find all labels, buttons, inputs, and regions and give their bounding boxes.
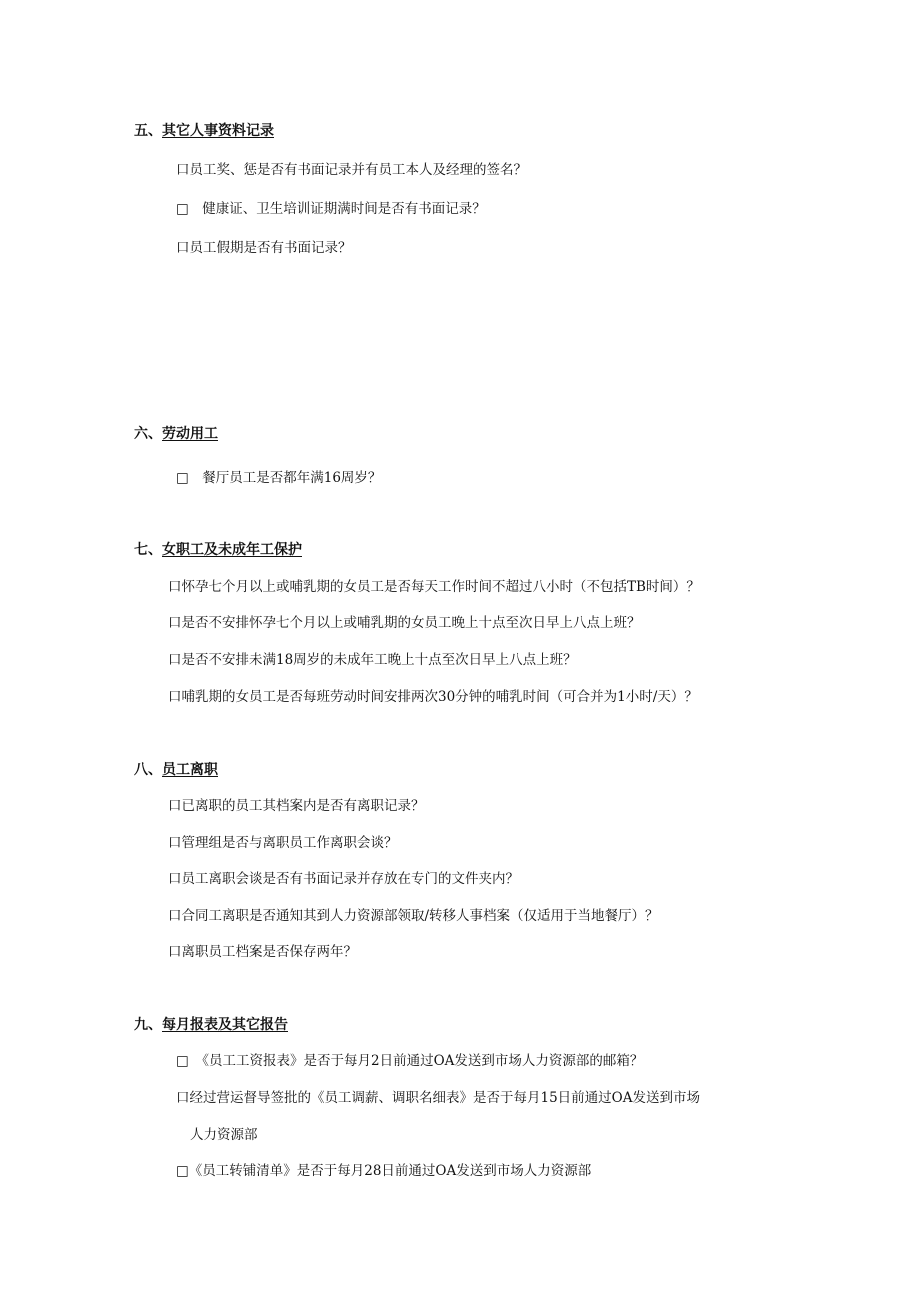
checklist-item: 口管理组是否与离职员工作离职会谈？ xyxy=(168,835,398,851)
checklist-item: 口员工离职会谈是否有书面记录并存放在专门的文件夹内？ xyxy=(168,871,519,887)
section-title: 女职工及未成年工保护 xyxy=(162,542,302,558)
checklist-item: 口合同工离职是否通知其到人力资源部领取/转移人事档案（仅适用于当地餐厅）？ xyxy=(168,908,659,924)
section-heading-7 xyxy=(134,541,302,559)
section-number: 九、 xyxy=(134,1017,162,1033)
checklist-item: 口经过营运督导签批的《员工调薪、调职名细表》是否于每月15日前通过OA发送到市场 xyxy=(176,1090,700,1106)
checklist-item-continuation: 人力资源部 xyxy=(190,1127,258,1143)
checklist-item: □ 餐厅员工是否都年满16周岁？ xyxy=(176,470,382,486)
checklist-item: □《员工转铺清单》是否于每月28日前通过OA发送到市场人力资源部 xyxy=(176,1163,592,1179)
section-title: 其它人事资料记录 xyxy=(162,123,274,139)
section-number: 五、 xyxy=(134,123,162,139)
section-title: 每月报表及其它报告 xyxy=(162,1017,288,1033)
section-number: 七、 xyxy=(134,542,162,558)
section-heading-5 xyxy=(134,122,274,140)
checklist-item: 口员工假期是否有书面记录？ xyxy=(176,240,352,256)
checklist-item: 口是否不安排未满18周岁的未成年工晚上十点至次日早上八点上班？ xyxy=(168,652,577,668)
checklist-item: 口怀孕七个月以上或哺乳期的女员工是否每天工作时间不超过八小时（不包括TB时间）？ xyxy=(168,579,700,595)
checklist-item: □ 《员工工资报表》是否于每月2日前通过OA发送到市场人力资源部的邮箱？ xyxy=(176,1053,644,1069)
checklist-item: 口是否不安排怀孕七个月以上或哺乳期的女员工晚上十点至次日早上八点上班？ xyxy=(168,615,641,631)
section-number: 六、 xyxy=(134,426,162,442)
section-heading-8 xyxy=(134,761,218,779)
section-number: 八、 xyxy=(134,762,162,778)
checklist-item: 口离职员工档案是否保存两年？ xyxy=(168,944,357,960)
checklist-item: 口哺乳期的女员工是否每班劳动时间安排两次30分钟的哺乳时间（可合并为1小时/天）？ xyxy=(168,689,698,705)
checklist-item: □ 健康证、卫生培训证期满时间是否有书面记录？ xyxy=(176,201,486,217)
checklist-item: 口已离职的员工其档案内是否有离职记录？ xyxy=(168,798,425,814)
section-title: 员工离职 xyxy=(162,762,218,778)
checklist-item: 口员工奖、惩是否有书面记录并有员工本人及经理的签名？ xyxy=(176,162,527,178)
section-title: 劳动用工 xyxy=(162,426,218,442)
section-heading-6 xyxy=(134,425,218,443)
section-heading-9 xyxy=(134,1016,288,1034)
